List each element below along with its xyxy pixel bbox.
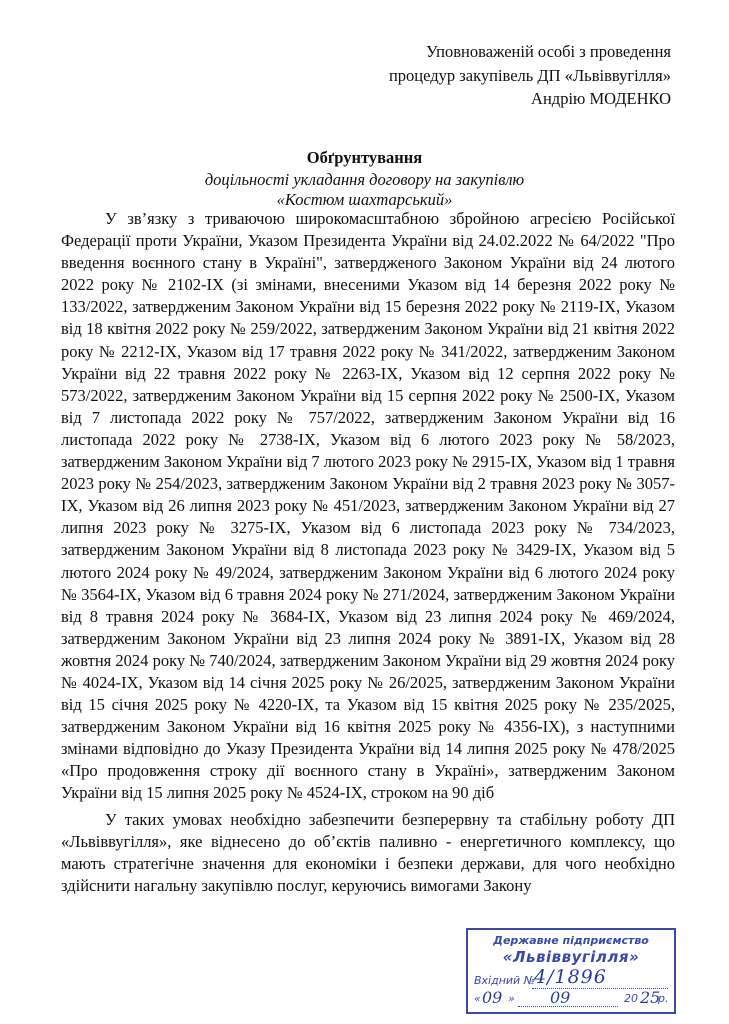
- document-body: [61, 208, 675, 897]
- addressee-block: [389, 40, 671, 111]
- body-paragraph-1: У зв’язку з триваючою широкомасштабною збройною агресією Російської Федерації проти України, Указом Президента України від 24.02.2022 № 64/2022 "Про введення воєнного стану в Україні", затвердженого Законом України від 24 лютого 2022 року № 2102-IX (зі змінами, внесеними Указом від 14 березня 2022 року № 133/2022, затвердженим Законом України від 15 березня 2022 року № 2119-IX, Указом від 18 квітня 2022 року № 259/2022, затвердженим Законом України від 21 квітня 2022 року № 2212-IX, Указом від 17 травня 2022 року № 341/2022, затвердженим Законом України від 22 травня 2022 року № 2263-IX, Указом від 12 серпня 2022 року № 573/2022, затвердженим Законом України від 15 серпня 2022 року № 2500-IX, Указом від 7 листопада 2022 року № 757/2022, затвердженим Законом України від 16 листопада 2022 року № 2738-IX, Указом від 6 лютого 2023 року № 58/2023, затвердженим Законом України від 7 лютого 2023 року № 2915-IX, Указом від 1 травня 2023 року № 254/2023, затвердженим Законом України від 2 травня 2023 року № 3057-IX, Указом від 26 липня 2023 року № 451/2023, затвердженим Законом України від 27 липня 2023 року № 3275-IX, Указом від 6 листопада 2023 року № 734/2023, затвердженим Законом України від 8 листопада 2023 року № 3429-IX, Указом від 5 лютого 2024 року № 49/2024, затвердженим Законом України від 6 лютого 2024 року № 3564-IX, Указом від 6 травня 2024 року № 271/2024, затвердженим Законом України від 8 травня 2024 року № 3684-IX, Указом від 23 липня 2024 року № 469/2024, затвердженим Законом України від 23 липня 2024 року № 3891-IX, Указом від 28 жовтня 2024 року № 740/2024, затвердженим Законом України від 29 жовтня 2024 року № 4024-IX, Указом від 14 січня 2025 року № 26/2025, затвердженим Законом України від 15 січня 2025 року № 4220-IX, та Указом від 15 квітня 2025 року № 235/2025, затвердженим Законом України від 16 квітня 2025 року № 4356-IX), з наступними змінами відповідно до Указу Президента України від 14 липня 2025 року № 478/2025 «Про продовження строку дії воєнного стану в Україні», затвердженим Законом України від 15 липня 2025 року № 4524-IX, строком на 90 діб: [61, 209, 675, 803]
- stamp-year-suffix: 25: [640, 988, 661, 1007]
- subtitle-line-2: «Костюм шахтарський»: [276, 190, 453, 209]
- stamp-date-row: « 09 » 09 20 25 р.: [474, 988, 669, 1007]
- stamp-company-name: «Львіввугілля»: [502, 948, 640, 966]
- subtitle-line-1: доцільності укладання договору на закупівлю: [204, 170, 525, 189]
- stamp-incoming-row: [474, 966, 668, 992]
- addressee-line-2: процедур закупівель ДП «Львіввугілля»: [388, 65, 671, 85]
- stamp-organization: Державне підприємство: [493, 934, 649, 947]
- addressee-line-1: Уповноваженій особі з проведення: [425, 42, 671, 61]
- stamp-incoming-number: 4/1896: [534, 966, 607, 988]
- stamp-day: 09: [482, 988, 503, 1007]
- addressee-line-3: Андрію МОДЕНКО: [531, 89, 671, 108]
- document-title: Обґрунтування: [306, 148, 423, 167]
- stamp-year-unit: р.: [658, 992, 669, 1005]
- stamp-incoming-label: Вхідний №: [474, 974, 536, 987]
- document-subtitle: [0, 170, 729, 210]
- body-paragraph-2: У таких умовах необхідно забезпечити безперервну та стабільну роботу ДП «Львіввугілля», яке віднесено до об’єктів паливно - енергетичного комплексу, що мають стратегічне значення для економіки і безпеки держави, для чого необхідно здійснити нагальну закупівлю послуг, керуючись вимогами Закону: [61, 809, 675, 895]
- stamp-year-prefix: 20: [624, 992, 638, 1005]
- stamp-month: 09: [550, 988, 571, 1007]
- registration-stamp: [466, 928, 676, 1014]
